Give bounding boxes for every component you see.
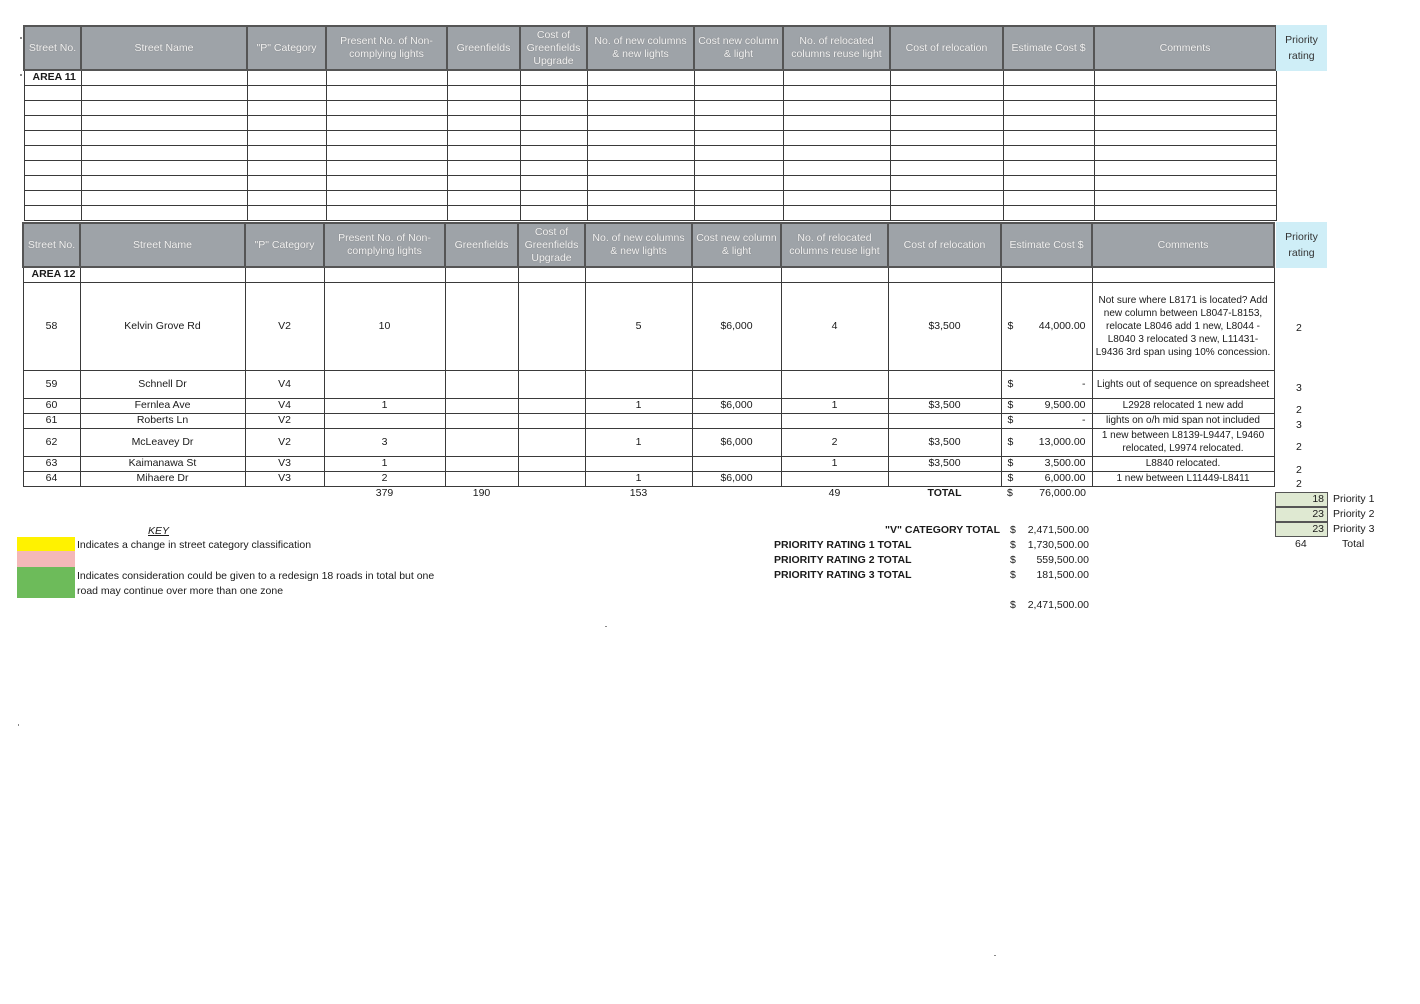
header-present-no: Present No. of Non-complying lights bbox=[324, 223, 445, 267]
currency-symbol: $ bbox=[1010, 524, 1016, 536]
street-no-cell: 63 bbox=[23, 456, 80, 471]
header-estimate-cost: Estimate Cost $ bbox=[1003, 26, 1094, 70]
header-greenfields: Greenfields bbox=[445, 223, 518, 267]
street-name-cell: McLeavey Dr bbox=[80, 428, 245, 456]
header-relocated-columns: No. of relocated columns reuse light bbox=[781, 223, 888, 267]
header-street-name: Street Name bbox=[80, 223, 245, 267]
street-name-cell: Mihaere Dr bbox=[80, 471, 245, 486]
key-yellow-text: Indicates a change in street category classification bbox=[77, 539, 312, 551]
total-present: 379 bbox=[375, 487, 394, 500]
priority-rating-label: Priority rating bbox=[1285, 231, 1318, 259]
comment-cell: Lights out of sequence on spreadsheet bbox=[1092, 370, 1274, 398]
priority-3-total-label: PRIORITY RATING 3 TOTAL bbox=[774, 569, 912, 581]
comment-cell: 1 new between L8139-L9447, L9460 relocated, L9974 relocated. bbox=[1092, 428, 1274, 456]
category-cell: V2 bbox=[245, 282, 324, 370]
street-no-cell: 61 bbox=[23, 413, 80, 428]
relocated-cell bbox=[781, 413, 888, 428]
area-11-label-row bbox=[24, 70, 1276, 85]
area-11-header-row bbox=[24, 26, 1276, 70]
currency-symbol: $ bbox=[1007, 457, 1014, 469]
header-relocated-columns: No. of relocated columns reuse light bbox=[783, 26, 890, 70]
comment-cell: 1 new between L11449-L8411 bbox=[1092, 471, 1274, 486]
present-cell: 3 bbox=[324, 428, 445, 456]
new-columns-cell: 1 bbox=[585, 428, 692, 456]
relocated-cell bbox=[781, 370, 888, 398]
area-11-table bbox=[23, 25, 1277, 221]
cost-greenfields-cell bbox=[518, 370, 585, 398]
estimate-cell bbox=[1001, 428, 1092, 456]
header-estimate-cost: Estimate Cost $ bbox=[1001, 223, 1092, 267]
priority-2-count: 23 bbox=[1275, 507, 1328, 522]
cost-greenfields-cell bbox=[518, 428, 585, 456]
header-comments: Comments bbox=[1092, 223, 1274, 267]
priority-2-total-value: 559,500.00 bbox=[1036, 554, 1089, 566]
header-cost-greenfields: Cost of Greenfields Upgrade bbox=[518, 223, 585, 267]
estimate-cell bbox=[1001, 282, 1092, 370]
cost-greenfields-cell bbox=[518, 413, 585, 428]
green-swatch bbox=[17, 567, 75, 598]
empty-row bbox=[24, 190, 1276, 205]
scan-mark bbox=[20, 37, 22, 39]
relocated-cell: 2 bbox=[781, 428, 888, 456]
priority-1-label: Priority 1 bbox=[1333, 493, 1375, 505]
present-cell: 1 bbox=[324, 456, 445, 471]
relocated-cell: 4 bbox=[781, 282, 888, 370]
new-columns-cell bbox=[585, 456, 692, 471]
estimate-value: 6,000.00 bbox=[1044, 472, 1086, 484]
comment-cell: Not sure where L8171 is located? Add new column between L8047-L8153, relocate L8046 add 1 new, L8044 - L8040 3 relocated 3 new, L11431-L9436 3rd span using 10% concession. bbox=[1092, 282, 1274, 370]
key-title: KEY bbox=[148, 525, 170, 537]
total-estimate-value: 76,000.00 bbox=[1039, 487, 1086, 500]
header-street-no: Street No. bbox=[23, 223, 80, 267]
priority-3-total-value: 181,500.00 bbox=[1036, 569, 1089, 581]
new-columns-cell: 5 bbox=[585, 282, 692, 370]
total-new-columns: 153 bbox=[629, 487, 648, 500]
header-street-name: Street Name bbox=[81, 26, 247, 70]
priority-value: 2 bbox=[1296, 322, 1302, 334]
scan-mark bbox=[605, 626, 607, 627]
greenfields-cell bbox=[445, 428, 518, 456]
cost-new-cell: $6,000 bbox=[692, 471, 781, 486]
estimate-value: - bbox=[1082, 377, 1086, 390]
estimate-cell bbox=[1001, 370, 1092, 398]
estimate-cell bbox=[1001, 471, 1092, 486]
empty-row bbox=[24, 205, 1276, 220]
priority-2-total-label: PRIORITY RATING 2 TOTAL bbox=[774, 554, 912, 566]
v-category-total-value: 2,471,500.00 bbox=[1027, 524, 1089, 536]
priority-3-label: Priority 3 bbox=[1333, 523, 1375, 535]
grand-total-value: 2,471,500.00 bbox=[1027, 599, 1089, 611]
header-new-columns: No. of new columns & new lights bbox=[587, 26, 694, 70]
area-12-header-row bbox=[23, 223, 1274, 267]
empty-row bbox=[24, 115, 1276, 130]
empty-row bbox=[24, 175, 1276, 190]
present-cell: 10 bbox=[324, 282, 445, 370]
category-cell: V4 bbox=[245, 370, 324, 398]
cost-greenfields-cell bbox=[518, 282, 585, 370]
currency-symbol: $ bbox=[1010, 554, 1016, 566]
greenfields-cell bbox=[445, 471, 518, 486]
currency-symbol: $ bbox=[1007, 377, 1014, 390]
present-cell: 2 bbox=[324, 471, 445, 486]
header-cost-relocation: Cost of relocation bbox=[890, 26, 1003, 70]
cost-greenfields-cell bbox=[518, 471, 585, 486]
header-cost-new-column: Cost new column & light bbox=[694, 26, 783, 70]
priority-1-count: 18 bbox=[1275, 492, 1328, 507]
estimate-value: 44,000.00 bbox=[1038, 319, 1086, 332]
relocated-cell bbox=[781, 471, 888, 486]
category-cell: V3 bbox=[245, 471, 324, 486]
relocated-cell: 1 bbox=[781, 456, 888, 471]
street-name-cell: Fernlea Ave bbox=[80, 398, 245, 413]
estimate-value: 9,500.00 bbox=[1044, 399, 1086, 411]
greenfields-cell bbox=[445, 370, 518, 398]
estimate-cell bbox=[1001, 398, 1092, 413]
header-cost-new-column: Cost new column & light bbox=[692, 223, 781, 267]
street-name-cell: Roberts Ln bbox=[80, 413, 245, 428]
currency-symbol: $ bbox=[1010, 569, 1016, 581]
present-cell bbox=[324, 370, 445, 398]
street-no-cell: 59 bbox=[23, 370, 80, 398]
currency-symbol: $ bbox=[1007, 472, 1014, 484]
relocated-cell: 1 bbox=[781, 398, 888, 413]
priority-value: 3 bbox=[1296, 419, 1302, 431]
table-row bbox=[23, 456, 1274, 471]
category-cell: V3 bbox=[245, 456, 324, 471]
header-p-category: "P" Category bbox=[245, 223, 324, 267]
cost-new-cell bbox=[692, 413, 781, 428]
cost-new-cell: $6,000 bbox=[692, 282, 781, 370]
currency-symbol: $ bbox=[1007, 435, 1014, 448]
currency-symbol: $ bbox=[1007, 399, 1014, 411]
header-cost-relocation: Cost of relocation bbox=[888, 223, 1001, 267]
scan-mark bbox=[994, 955, 996, 956]
estimate-cell bbox=[1001, 456, 1092, 471]
present-cell bbox=[324, 413, 445, 428]
yellow-swatch bbox=[17, 537, 75, 551]
scan-mark bbox=[20, 74, 22, 76]
street-no-cell: 58 bbox=[23, 282, 80, 370]
empty-row bbox=[24, 145, 1276, 160]
estimate-value: 13,000.00 bbox=[1038, 435, 1086, 448]
estimate-value: 3,500.00 bbox=[1044, 457, 1086, 469]
cost-relocation-cell bbox=[888, 370, 1001, 398]
area-12-label: AREA 12 bbox=[23, 267, 80, 282]
street-no-cell: 64 bbox=[23, 471, 80, 486]
currency-symbol: $ bbox=[1007, 319, 1014, 332]
new-columns-cell: 1 bbox=[585, 398, 692, 413]
table-row bbox=[23, 471, 1274, 486]
cost-relocation-cell bbox=[888, 413, 1001, 428]
cost-relocation-cell bbox=[888, 471, 1001, 486]
table-row bbox=[23, 413, 1274, 428]
currency-symbol: $ bbox=[1010, 539, 1016, 551]
area-11-priority-header bbox=[1276, 25, 1327, 71]
pink-swatch bbox=[17, 551, 75, 567]
priority-2-label: Priority 2 bbox=[1333, 508, 1375, 520]
comment-cell: lights on o/h mid span not included bbox=[1092, 413, 1274, 428]
present-cell: 1 bbox=[324, 398, 445, 413]
scan-mark bbox=[18, 724, 19, 726]
total-label: TOTAL bbox=[927, 487, 962, 500]
estimate-value: - bbox=[1082, 414, 1086, 426]
priority-total-count: 64 bbox=[1295, 538, 1307, 550]
total-relocated: 49 bbox=[828, 487, 841, 500]
header-cost-greenfields: Cost of Greenfields Upgrade bbox=[520, 26, 587, 70]
cost-greenfields-cell bbox=[518, 398, 585, 413]
greenfields-cell bbox=[445, 456, 518, 471]
cost-new-cell: $6,000 bbox=[692, 398, 781, 413]
area-12-table bbox=[22, 222, 1275, 501]
cost-relocation-cell: $3,500 bbox=[888, 428, 1001, 456]
priority-value: 3 bbox=[1296, 382, 1302, 394]
new-columns-cell bbox=[585, 370, 692, 398]
street-name-cell: Kelvin Grove Rd bbox=[80, 282, 245, 370]
header-greenfields: Greenfields bbox=[447, 26, 520, 70]
estimate-cell bbox=[1001, 413, 1092, 428]
totals-row bbox=[23, 486, 1274, 501]
table-row bbox=[23, 398, 1274, 413]
table-row bbox=[23, 282, 1274, 370]
street-name-cell: Schnell Dr bbox=[80, 370, 245, 398]
table-row bbox=[23, 370, 1274, 398]
empty-row bbox=[24, 85, 1276, 100]
priority-3-count: 23 bbox=[1275, 522, 1328, 537]
priority-rating-label: Priority rating bbox=[1285, 34, 1318, 62]
priority-total-label: Total bbox=[1342, 538, 1365, 550]
v-category-total-label: "V" CATEGORY TOTAL bbox=[885, 524, 1000, 536]
priority-value: 2 bbox=[1296, 441, 1302, 453]
area-12-label-row bbox=[23, 267, 1274, 282]
street-no-cell: 62 bbox=[23, 428, 80, 456]
currency-symbol: $ bbox=[1007, 414, 1014, 426]
empty-row bbox=[24, 100, 1276, 115]
key-green-text-line1: Indicates consideration could be given to a redesign 18 roads in total but one bbox=[77, 570, 435, 582]
greenfields-cell bbox=[445, 413, 518, 428]
area-11-label: AREA 11 bbox=[24, 70, 81, 85]
street-name-cell: Kaimanawa St bbox=[80, 456, 245, 471]
total-estimate-cell bbox=[1001, 486, 1092, 501]
empty-row bbox=[24, 160, 1276, 175]
street-no-cell: 60 bbox=[23, 398, 80, 413]
cost-new-cell bbox=[692, 456, 781, 471]
comment-cell: L8840 relocated. bbox=[1092, 456, 1274, 471]
cost-relocation-cell: $3,500 bbox=[888, 282, 1001, 370]
key-green-text-line2: road may continue over more than one zone bbox=[77, 585, 284, 597]
priority-value: 2 bbox=[1296, 464, 1302, 476]
cost-new-cell bbox=[692, 370, 781, 398]
cost-greenfields-cell bbox=[518, 456, 585, 471]
cost-relocation-cell: $3,500 bbox=[888, 398, 1001, 413]
greenfields-cell bbox=[445, 398, 518, 413]
category-cell: V2 bbox=[245, 413, 324, 428]
header-street-no: Street No. bbox=[24, 26, 81, 70]
comment-cell: L2928 relocated 1 new add bbox=[1092, 398, 1274, 413]
greenfields-cell bbox=[445, 282, 518, 370]
header-comments: Comments bbox=[1094, 26, 1276, 70]
priority-1-total-label: PRIORITY RATING 1 TOTAL bbox=[774, 539, 912, 551]
header-new-columns: No. of new columns & new lights bbox=[585, 223, 692, 267]
table-row bbox=[23, 428, 1274, 456]
currency-symbol: $ bbox=[1010, 599, 1016, 611]
category-cell: V4 bbox=[245, 398, 324, 413]
area-12-priority-header bbox=[1276, 222, 1327, 268]
priority-value: 2 bbox=[1296, 404, 1302, 416]
priority-1-total-value: 1,730,500.00 bbox=[1027, 539, 1089, 551]
header-p-category: "P" Category bbox=[247, 26, 326, 70]
header-present-no: Present No. of Non-complying lights bbox=[326, 26, 447, 70]
cost-new-cell: $6,000 bbox=[692, 428, 781, 456]
new-columns-cell: 1 bbox=[585, 471, 692, 486]
cost-relocation-cell: $3,500 bbox=[888, 456, 1001, 471]
total-greenfields: 190 bbox=[472, 487, 491, 500]
empty-row bbox=[24, 130, 1276, 145]
priority-value: 2 bbox=[1296, 478, 1302, 490]
category-cell: V2 bbox=[245, 428, 324, 456]
currency-symbol: $ bbox=[1007, 487, 1013, 500]
new-columns-cell bbox=[585, 413, 692, 428]
